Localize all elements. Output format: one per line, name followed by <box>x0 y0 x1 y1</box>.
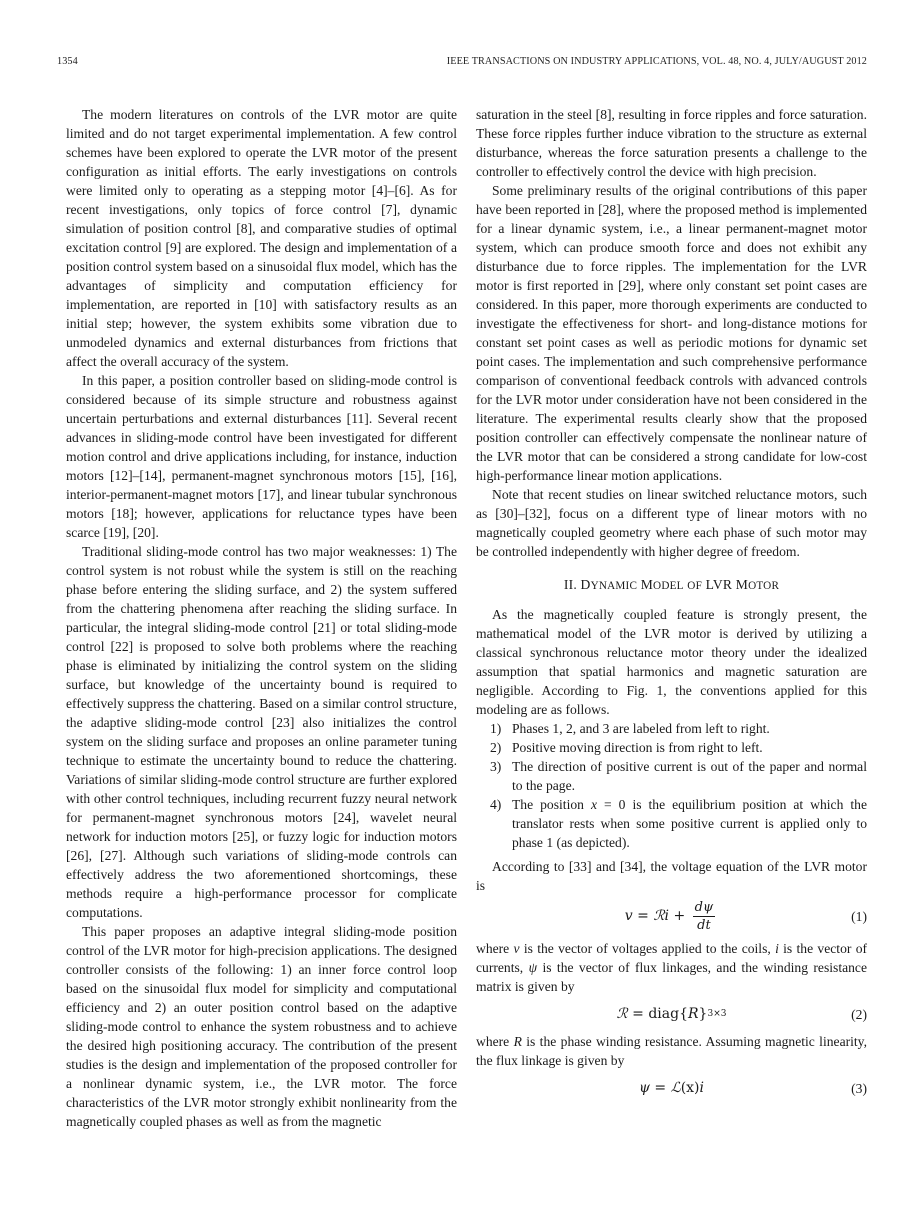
paragraph: According to [33] and [34], the voltage equation of the LVR motor is <box>476 859 867 893</box>
section-heading: II. DYNAMIC MODEL OF LVR MOTOR <box>563 577 780 592</box>
page-number: 1354 <box>57 56 78 67</box>
section-number: II. <box>563 577 577 592</box>
paragraph: where v is the vector of voltages applied to the coils, i is the vector of currents, ψ is the vector of flux linkages, and the winding resistance matrix is given by <box>476 941 868 994</box>
paragraph: The modern literatures on controls of the LVR motor are quite limited and do not target experimental implementation. A few control schemes have been explored to operate the LVR motor of the present configuration as initial efforts. The early investigations on controls were limited only to operating as a stepping motor [4]–[6]. As for recent investigations, only topics of force control [7], dynamic simulation of position control [8], and comparative studies of optimal excitation control [9] are explored. The design and implementation of a position control system based on a sinusoidal flux model, which has the advantages of simplicity and computation efficiency for implementation, are reported in [10] with satisfactory results as an initial step; however, the system exhibits some vibration due to unmodeled dynamics and external disturbances from frictions that affect the overall accuracy of the system. <box>66 107 457 369</box>
fraction: $\frac{d\psi}{dt}$ <box>694 899 714 933</box>
list-item: 2) Positive moving direction is from right to left. <box>490 740 763 755</box>
journal-title: IEEE TRANSACTIONS ON INDUSTRY APPLICATIONS, VOL. 48, NO. 4, JULY/AUGUST 2012 <box>446 56 867 67</box>
right-column <box>476 105 867 1102</box>
paragraph: Traditional sliding-mode control has two major weaknesses: 1) The control system is not robust while the system is still on the reaching phase before entering the sliding surface, and 2) the system suffered from the chattering phenomena after reaching the sliding surface. In particular, the integral sliding-mode control [21] or total sliding-mode control [22] is proposed to solve both problems where the reaching phase is eliminated by initializing the control system on the sliding surface, but knowledge of the uncertainty bound is required to effectively suppress the chattering. Based on a similar control structure, the adaptive sliding-mode control [23] also initializes the control system on the sliding surface and proposes an online parameter tuning technique to estimate the uncertainty bound to reduce the chattering. Variations of similar sliding-mode control structure are further explored with other control techniques, including recurrent fuzzy neural network for permanent-magnet synchronous motors [24], wavelet neural network for induction motors [25], or fuzzy logic for induction motors [26], [27]. Although such variations of sliding-mode controls can effectively address the two aforementioned shortcomings, these methods require a high-performance processor for complicate computations. <box>66 544 457 920</box>
paragraph: In this paper, a position controller based on sliding-mode control is considered because of its simple structure and robustness against uncertain perturbations and external disturbances [11]. Several recent advances in sliding-mode control have been investigated for different motion control and drive applications including, for instance, induction motors [12]–[14], permanent-magnet synchronous motors [15], [16], interior-permanent-magnet motors [17], and linear tubular synchronous motors [18]; however, applications for reluctance types have been scarce [19], [20]. <box>66 373 457 540</box>
equation-number: (1) <box>851 908 867 924</box>
paragraph: This paper proposes an adaptive integral sliding-mode position control of the LVR motor for high-precision applications. The designed controller consists of the following: 1) an inner force control loop based on the sinusoidal flux model for simplicity and computational efficiency and 2) an outer position control based on the adaptive sliding-mode control to enhance the system robustness and to achieve the desired high positioning accuracy. The contribution of the present studies is the design and implementation of the proposed controller for a nonlinear dynamic system, i.e., the LVR motor. The force characteristics of the LVR motor strongly exhibit nonlinearity from the magnetically coupled phases as well as from the magnetic <box>66 924 457 1129</box>
paragraph: Some preliminary results of the original contributions of this paper have been reported in [28], where the proposed method is implemented for a linear dynamic system, i.e., a linear permanent-magnet motor system, which can produce smooth force and does not exhibit any disturbance due to force ripples. The implementation for the LVR motor is first reported in [29], where only constant set point cases are considered. In this paper, more thorough experiments are conducted to investigate the effectiveness for short- and long-distance motions for constant set point cases as well as periodic motions for dynamic set point cases. The implementation and such comprehensive performance comparison of conventional feedback controls with advanced controls for the LVR motor under consideration have not been considered in the literature. The experimental results clearly show that the proposed position controller can effectively compensate the nonlinear nature of the LVR motor that can be considered a strong candidate for low-cost high-performance linear motion applications. <box>476 183 867 483</box>
paragraph: Note that recent studies on linear switched reluctance motors, such as [30]–[32], focus on a different type of linear motors with no magnetically coupled geometry where each phase of such motor may be controlled independently with higher degree of freedom. <box>476 487 867 559</box>
paragraph: saturation in the steel [8], resulting in force ripples and force saturation. These force ripples further induce vibration to the structure as external disturbance, whereas the force saturation presents a challenge to the controller to effectively control the device with high precision. <box>476 107 867 179</box>
left-column <box>66 105 457 1131</box>
list-item: 1) Phases 1, 2, and 3 are labeled from left to right. <box>490 721 770 736</box>
equation-2: ℛ = diag{ R } 3×3 (2) <box>616 1005 867 1022</box>
list-item: 3) The direction of positive current is out of the paper and normal to the page. <box>490 759 867 793</box>
conventions-list <box>476 719 867 852</box>
paragraph: As the magnetically coupled feature is strongly present, the mathematical model of the LVR motor is derived by utilizing a classical synchronous reluctance motor theory under the idealized assumption that spatial harmonics and magnetic saturation are negligible. According to Fig. 1, the conventions applied for this modeling are as follows. <box>476 607 867 717</box>
paragraph: where R is the phase winding resistance. Assuming magnetic linearity, the flux linkage is given by <box>476 1034 867 1068</box>
equation-3: ψ = ℒ (x) i (3) <box>638 1079 867 1096</box>
list-item: 4) The position x = 0 is the equilibrium position at which the translator rests when some positive current is applied only to phase 1 (as depicted). <box>490 797 867 850</box>
running-header <box>57 56 867 72</box>
equation-number: (3) <box>851 1080 867 1096</box>
equation-number: (2) <box>851 1006 867 1022</box>
equation-1: v = ℛi + $\frac{d\psi}{dt}$ (1) <box>624 899 867 933</box>
